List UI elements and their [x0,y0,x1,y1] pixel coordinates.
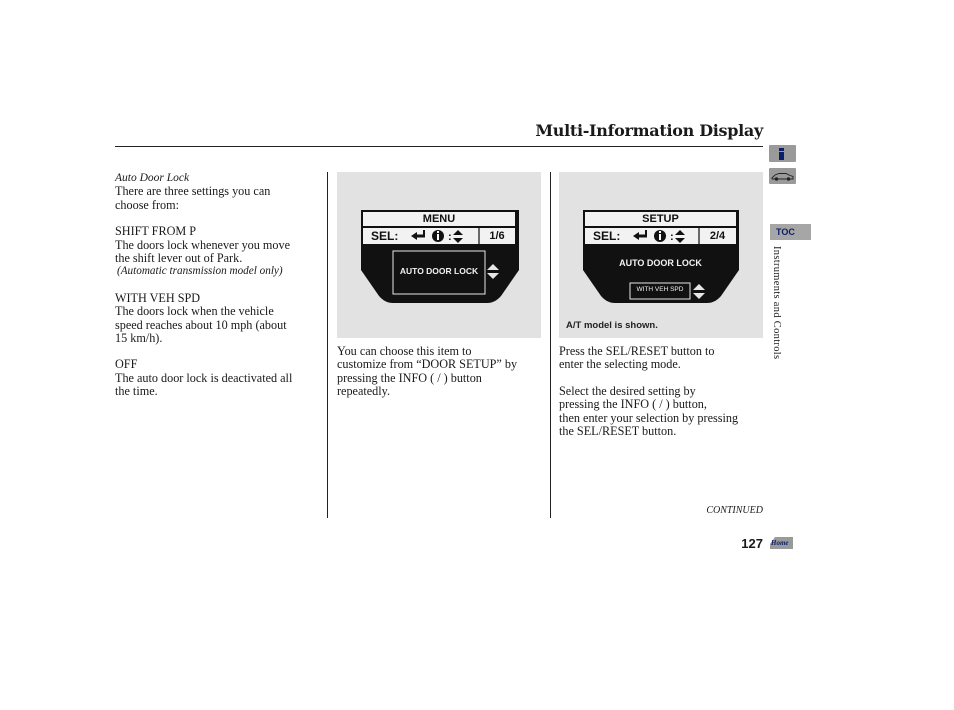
display-sel-label: SEL: [593,229,621,243]
column-menu-text [337,345,543,399]
column-divider-1 [327,172,328,518]
speed-line-3: 15 km/h). [115,331,163,346]
car-tab[interactable] [769,168,796,184]
speed-line-2: speed reaches about 10 mph (about [115,317,287,332]
speed-title: WITH VEH SPD [115,290,201,305]
menu-text-line-3: pressing the INFO ( / ) button [337,370,482,385]
menu-display-illustration [337,172,541,338]
display-setting-value: WITH VEH SPD [636,286,684,293]
info-button-icon [654,230,666,242]
shift-line-1: The doors lock whenever you move [115,237,290,252]
column-setup-text [559,345,769,438]
column-auto-door-lock [115,172,320,399]
column-divider-2 [550,172,551,518]
info-button-icon [432,230,444,242]
off-title: OFF [115,357,138,372]
display-menu-item: AUTO DOOR LOCK [619,258,702,268]
page-title: Multi-Information Display [535,121,763,140]
car-icon [769,168,796,184]
off-line-1: The auto door lock is deactivated all [115,370,293,385]
home-label[interactable]: Home [771,539,789,547]
setup-text-2-line-4: the SEL/RESET button. [559,424,677,439]
menu-text-line-2: customize from “DOOR SETUP” by [337,357,518,372]
shift-note: (Automatic transmission model only) [117,265,283,278]
info-tab[interactable] [769,145,796,162]
intro-line-2: choose from: [115,197,179,212]
display-top-label: SETUP [642,213,679,225]
toc-label[interactable]: TOC [776,227,795,237]
display-page-indicator: 2/4 [709,230,726,242]
svg-text::: : [448,231,452,243]
setup-text-1-line-1: Press the SEL/RESET button to [559,344,715,358]
setup-text-2-line-3: then enter your selection by pressing [559,410,739,425]
section-heading: Auto Door Lock [115,172,190,184]
shift-line-2: the shift lever out of Park. [115,251,243,266]
display-top-label: MENU [422,213,456,225]
menu-text-line-1: You can choose this item to [337,344,472,358]
section-side-label: Instruments and Controls [771,246,782,360]
continued-label: CONTINUED [706,505,763,516]
figure-caption: A/T model is shown. [566,320,658,331]
display-menu-item: AUTO DOOR LOCK [399,266,479,276]
speed-line-1: The doors lock when the vehicle [115,304,274,319]
info-icon [769,145,796,162]
setup-text-2-line-2: pressing the INFO ( / ) button, [559,397,707,412]
shift-title: SHIFT FROM P [115,224,197,239]
off-line-2: the time. [115,384,158,399]
menu-display-panel [337,172,541,338]
setup-text-1-line-2: enter the selecting mode. [559,357,681,372]
setup-text-2-line-1: Select the desired setting by [559,383,696,398]
setup-display-illustration [559,172,763,338]
display-sel-label: SEL: [371,229,399,243]
menu-text-line-4: repeatedly. [337,384,391,399]
header-rule [115,146,763,147]
setup-display-panel [559,172,763,338]
svg-text::: : [670,231,674,243]
display-page-indicator: 1/6 [489,230,505,242]
intro-line-1: There are three settings you can [115,184,271,199]
page-number: 127 [741,536,763,551]
